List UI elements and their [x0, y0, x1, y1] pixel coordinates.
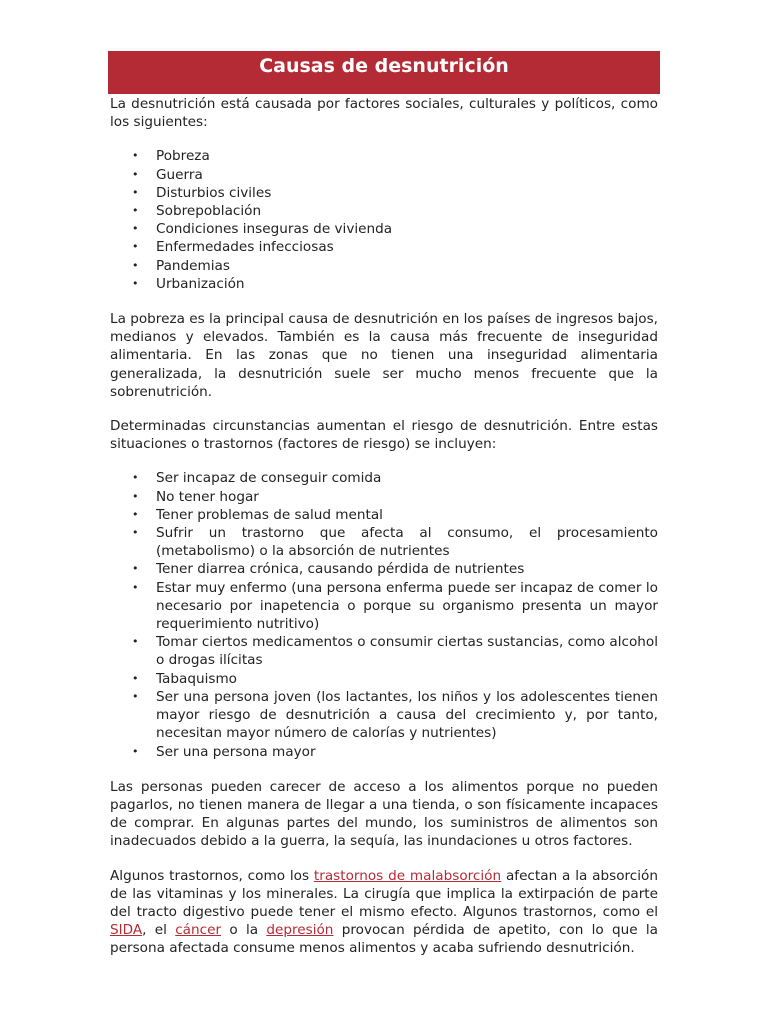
list-item: • Disturbios civiles: [132, 184, 272, 201]
bullet-icon: •: [132, 689, 139, 703]
list-item: • Guerra: [132, 166, 203, 183]
bullet-icon: •: [132, 562, 139, 576]
list-item: • Pobreza: [132, 148, 210, 165]
bullet-icon: •: [132, 471, 139, 485]
risk-factors-list: [110, 469, 658, 760]
disorders-paragraph: Algunos trastornos, como los trastornos de malabsorción afectan a la absorción de las vitaminas y los minerales. La cirugía que implica la extirpación de parte del tracto digestivo puede tener el mismo efecto. Algunos trastornos, como el SIDA, el cáncer o la depresión provocan pérdida de apetito, con lo que la persona afectada consume menos alimentos y acaba sufriendo desnutrición.: [110, 867, 659, 957]
list-item: • Tener problemas de salud mental: [132, 506, 383, 523]
malabsorption-link[interactable]: trastornos de malabsorción: [313, 867, 502, 884]
list-item: • Tabaquismo: [132, 670, 238, 687]
bullet-icon: •: [132, 489, 139, 503]
poverty-paragraph: La pobreza es la principal causa de desnutrición en los países de ingresos bajos, medianos y elevados. También es la causa más frecuente de inseguridad alimentaria. En las zonas que no tienen una inseguridad alimentaria generalizada, la desnutrición suele ser mucho menos frecuente que la sobrenutrición.: [110, 311, 658, 400]
bullet-icon: •: [132, 507, 139, 521]
risk-intro-paragraph: Determinadas circunstancias aumentan el riesgo de desnutrición. Entre estas situaciones o trastornos (factores de riesgo) se incluyen:: [110, 418, 658, 453]
causes-list: [110, 147, 658, 293]
list-item: • Tomar ciertos medicamentos o consumir ciertas sustancias, como alcohol o drogas ilícitas: [132, 634, 658, 669]
list-item: • Condiciones inseguras de vivienda: [132, 221, 393, 238]
bullet-icon: •: [132, 580, 139, 594]
access-paragraph: Las personas pueden carecer de acceso a los alimentos porque no pueden pagarlos, no tienen manera de llegar a una tienda, o son físicamente incapaces de comprar. En algunas partes del mundo, los suministros de alimentos son inadecuados debido a la guerra, la sequía, las inundaciones u otros factores.: [110, 778, 658, 850]
list-item: • No tener hogar: [132, 488, 259, 505]
list-item: • Ser incapaz de conseguir comida: [132, 470, 382, 487]
bullet-icon: •: [132, 204, 139, 218]
bullet-icon: •: [132, 526, 139, 540]
list-item: • Urbanización: [132, 275, 245, 292]
list-item: • Ser una persona mayor: [132, 743, 316, 760]
list-item: • Tener diarrea crónica, causando pérdida de nutrientes: [132, 561, 525, 578]
bullet-icon: •: [132, 258, 139, 272]
page-title: Causas de desnutrición: [108, 51, 660, 94]
bullet-icon: •: [132, 744, 139, 758]
bullet-icon: •: [132, 635, 139, 649]
bullet-icon: •: [132, 671, 139, 685]
bullet-icon: •: [132, 167, 139, 181]
bullet-icon: •: [132, 185, 139, 199]
article-body: [110, 95, 658, 958]
list-item: • Sobrepoblación: [132, 203, 262, 220]
bullet-icon: •: [132, 240, 139, 254]
list-item: • Sufrir un trastorno que afecta al consumo, el procesamiento (metabolismo) o la absorción de nutrientes: [132, 525, 658, 560]
list-item: • Estar muy enfermo (una persona enferma puede ser incapaz de comer lo necesario por inapetencia o porque su organismo presenta un mayor requerimiento nutritivo): [132, 579, 658, 633]
bullet-icon: •: [132, 276, 139, 290]
bullet-icon: •: [132, 222, 139, 236]
depression-link[interactable]: depresión: [266, 922, 334, 939]
cancer-link[interactable]: cáncer: [175, 922, 222, 939]
bullet-icon: •: [132, 149, 139, 163]
list-item: • Enfermedades infecciosas: [132, 239, 334, 256]
list-item: • Pandemias: [132, 257, 230, 274]
list-item: • Ser una persona joven (los lactantes, los niños y los adolescentes tienen mayor riesgo de desnutrición a causa del crecimiento y, por tanto, necesitan mayor número de calorías y nutrientes): [132, 688, 658, 742]
intro-paragraph: La desnutrición está causada por factores sociales, culturales y políticos, como los siguientes:: [110, 96, 658, 131]
aids-link[interactable]: SIDA: [110, 922, 143, 939]
